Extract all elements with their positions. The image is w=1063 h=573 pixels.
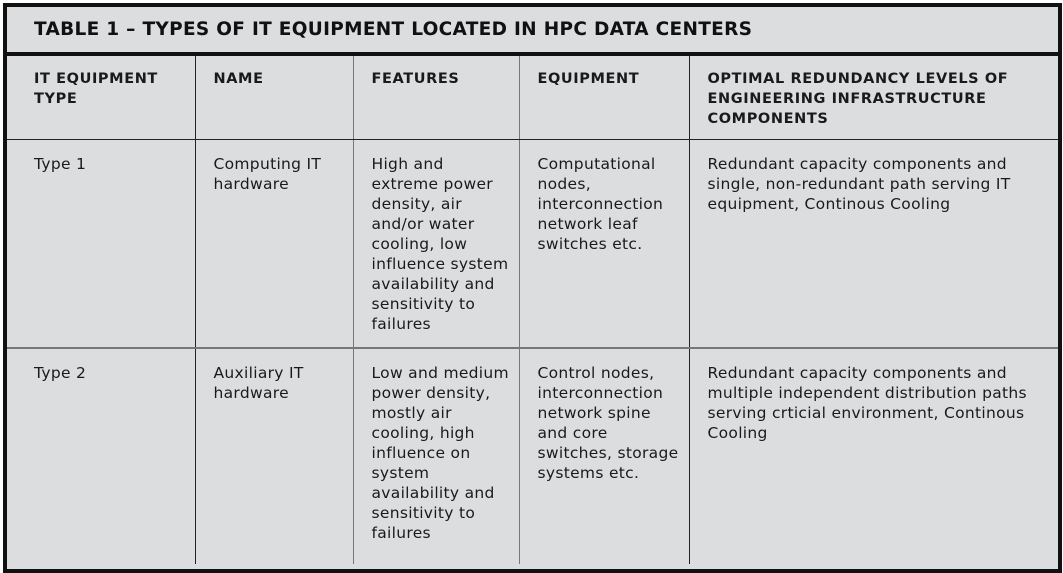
cell-equipment: Control nodes, interconnection network spine and core switches, storage systems etc.: [519, 348, 689, 564]
equipment-table: [7, 56, 1058, 564]
table-row: [7, 140, 1058, 348]
cell-redundancy: Redundant capacity components and multiple independent distribution paths serving crticial environment, Continous Cooling: [707, 363, 1027, 442]
cell-name: Auxiliary IT hardware: [195, 348, 353, 564]
cell-equipment: Computational nodes, interconnection network leaf switches etc.: [519, 140, 689, 348]
header-redundancy-levels: OPTIMAL REDUNDANCY LEVELS OF ENGINEERING INFRASTRUCTURE COMPONENTS: [689, 56, 1058, 140]
header-it-equipment-type: IT EQUIPMENT TYPE: [7, 56, 195, 140]
table-frame: [3, 3, 1062, 573]
cell-name: Computing IT hardware: [195, 140, 353, 348]
cell-type: Type 2: [7, 348, 195, 564]
header-name: NAME: [195, 56, 353, 140]
table-row: [7, 348, 1058, 564]
table-title: TABLE 1 – TYPES OF IT EQUIPMENT LOCATED IN HPC DATA CENTERS: [7, 7, 1058, 56]
cell-features: Low and medium power density, mostly air cooling, high influence on system availability and sensitivity to failures: [353, 348, 519, 564]
header-features: FEATURES: [353, 56, 519, 140]
cell-redundancy: Redundant capacity components and single, non-redundant path serving IT equipment, Continous Cooling: [689, 140, 1058, 348]
cell-type: Type 1: [7, 140, 195, 348]
cell-features: High and extreme power density, air and/or water cooling, low influence system availability and sensitivity to failures: [353, 140, 519, 348]
header-equipment: EQUIPMENT: [519, 56, 689, 140]
header-row: [7, 56, 1058, 140]
